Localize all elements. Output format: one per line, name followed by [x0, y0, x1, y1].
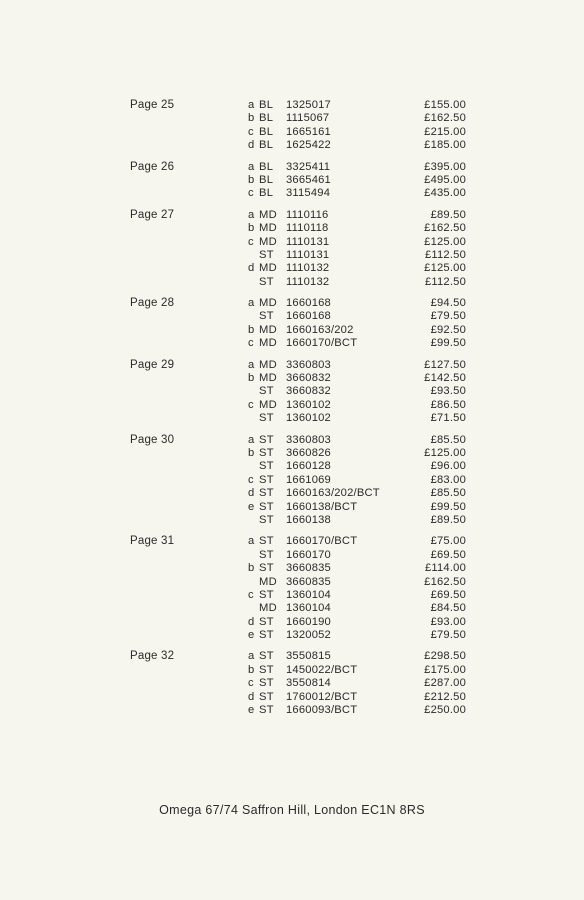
price: £69.50: [430, 588, 466, 601]
model-code: ST: [259, 460, 274, 473]
price: £162.50: [424, 575, 466, 588]
model-code: MD: [259, 222, 277, 235]
price-row: [0, 276, 584, 289]
model-code: ST: [259, 412, 274, 425]
item-letter: b: [248, 222, 255, 235]
price: £155.00: [424, 99, 466, 111]
item-letter: a: [248, 160, 255, 173]
price: £75.00: [430, 535, 466, 548]
model-code: ST: [259, 275, 274, 288]
item-letter: d: [248, 615, 255, 628]
model-code: MD: [259, 358, 277, 371]
model-code: ST: [259, 677, 274, 690]
page-label: Page 29: [130, 358, 175, 371]
model-number: 1660128: [286, 460, 331, 473]
model-code: ST: [259, 615, 274, 628]
page-group: [0, 535, 584, 642]
model-code: BL: [259, 173, 274, 186]
price-row: [0, 187, 584, 200]
model-code: ST: [259, 690, 274, 703]
model-code: ST: [259, 650, 274, 663]
price: £162.50: [424, 222, 466, 235]
price: £185.00: [424, 139, 466, 152]
price-row: [0, 474, 584, 487]
price-row: [0, 549, 584, 562]
model-number: 1660138/BCT: [286, 500, 358, 513]
price-row: [0, 174, 584, 187]
footer-address: Omega 67/74 Saffron Hill, London EC1N 8RS: [159, 803, 425, 817]
model-code: MD: [259, 337, 277, 350]
page-label: Page 30: [130, 433, 175, 446]
model-code: BL: [259, 139, 274, 152]
price-row: [0, 677, 584, 690]
price: £93.00: [430, 615, 466, 628]
price: £142.50: [424, 372, 466, 385]
model-number: 3660832: [286, 372, 331, 385]
price: £395.00: [424, 160, 466, 173]
price-row: [0, 447, 584, 460]
model-number: 1660170: [286, 548, 331, 561]
item-letter: e: [248, 500, 255, 513]
item-letter: c: [248, 677, 254, 690]
item-letter: a: [248, 358, 255, 371]
price: £86.50: [430, 398, 466, 411]
model-code: MD: [259, 575, 277, 588]
item-letter: a: [248, 208, 255, 221]
item-letter: e: [248, 629, 255, 642]
item-letter: c: [248, 235, 254, 248]
model-number: 1360104: [286, 588, 331, 601]
item-letter: b: [248, 372, 255, 385]
price-row: [0, 372, 584, 385]
model-number: 1360102: [286, 398, 331, 411]
price-row: [0, 501, 584, 514]
item-letter: d: [248, 690, 255, 703]
price: £298.50: [424, 650, 466, 663]
model-code: MD: [259, 208, 277, 221]
item-letter: b: [248, 446, 255, 459]
item-letter: a: [248, 99, 255, 111]
price-row: [0, 562, 584, 575]
price-row: [0, 99, 584, 112]
price: £99.50: [430, 337, 466, 350]
model-number: 1115067: [286, 112, 330, 125]
price: £99.50: [430, 500, 466, 513]
model-number: 1625422: [286, 139, 331, 152]
model-number: 1660138: [286, 513, 331, 526]
price-row: [0, 262, 584, 275]
page-group: [0, 99, 584, 153]
model-code: BL: [259, 112, 274, 125]
model-number: 1325017: [286, 99, 331, 111]
price: £125.00: [424, 262, 466, 275]
model-number: 3550815: [286, 650, 331, 663]
model-number: 1450022/BCT: [286, 663, 358, 676]
price: £96.00: [430, 460, 466, 473]
model-number: 3660832: [286, 385, 331, 398]
price: £79.50: [430, 310, 466, 323]
model-number: 3360803: [286, 358, 331, 371]
price: £215.00: [424, 125, 466, 138]
item-letter: c: [248, 398, 254, 411]
price-row: [0, 589, 584, 602]
price: £71.50: [430, 412, 466, 425]
price-row: [0, 535, 584, 548]
model-code: MD: [259, 323, 277, 336]
item-letter: e: [248, 704, 255, 717]
price-row: [0, 460, 584, 473]
model-code: MD: [259, 262, 277, 275]
model-number: 1320052: [286, 629, 331, 642]
price-row: [0, 359, 584, 372]
price: £212.50: [424, 690, 466, 703]
page-label: Page 25: [130, 99, 175, 111]
model-code: ST: [259, 500, 274, 513]
model-code: ST: [259, 385, 274, 398]
page-label: Page 26: [130, 160, 175, 173]
model-number: 1660168: [286, 297, 331, 310]
price: £93.50: [430, 385, 466, 398]
price-row: [0, 385, 584, 398]
item-letter: a: [248, 297, 255, 310]
price-row: [0, 616, 584, 629]
item-letter: a: [248, 535, 255, 548]
model-code: MD: [259, 602, 277, 615]
page-label: Page 32: [130, 650, 175, 663]
model-number: 1660168: [286, 310, 331, 323]
model-number: 3325411: [286, 160, 331, 173]
price-row: [0, 704, 584, 717]
price: £83.00: [430, 473, 466, 486]
model-code: ST: [259, 513, 274, 526]
model-code: BL: [259, 125, 274, 138]
model-number: 1661069: [286, 473, 331, 486]
price-row: [0, 236, 584, 249]
item-letter: c: [248, 187, 254, 200]
model-code: MD: [259, 372, 277, 385]
price: £94.50: [430, 297, 466, 310]
model-code: ST: [259, 446, 274, 459]
model-code: ST: [259, 487, 274, 500]
page-group: [0, 297, 584, 351]
price: £69.50: [430, 548, 466, 561]
price: £287.00: [424, 677, 466, 690]
model-code: ST: [259, 562, 274, 575]
model-number: 1360104: [286, 602, 331, 615]
page-label: Page 27: [130, 208, 175, 221]
price-row: [0, 297, 584, 310]
model-code: ST: [259, 433, 274, 446]
model-code: ST: [259, 588, 274, 601]
model-code: BL: [259, 99, 274, 111]
price-list: [0, 99, 584, 725]
model-code: ST: [259, 310, 274, 323]
model-number: 3665461: [286, 173, 331, 186]
price-row: [0, 324, 584, 337]
page-label: Page 28: [130, 297, 175, 310]
price-row: [0, 222, 584, 235]
item-letter: a: [248, 433, 255, 446]
page-label: Page 31: [130, 535, 175, 548]
page-group: [0, 209, 584, 289]
price-row: [0, 412, 584, 425]
item-letter: c: [248, 337, 254, 350]
model-number: 1110131: [286, 248, 330, 261]
model-code: BL: [259, 187, 274, 200]
price-row: [0, 434, 584, 447]
model-number: 3660835: [286, 575, 331, 588]
price: £127.50: [424, 358, 466, 371]
price-row: [0, 691, 584, 704]
model-number: 1110132: [286, 275, 330, 288]
model-code: MD: [259, 398, 277, 411]
page-group: [0, 650, 584, 717]
model-number: 1110116: [286, 208, 329, 221]
price-row: [0, 139, 584, 152]
model-code: ST: [259, 548, 274, 561]
model-code: ST: [259, 629, 274, 642]
model-code: MD: [259, 297, 277, 310]
price-row: [0, 399, 584, 412]
price-row: [0, 112, 584, 125]
model-number: 3660835: [286, 562, 331, 575]
price: £89.50: [430, 208, 466, 221]
price: £92.50: [430, 323, 466, 336]
price-row: [0, 629, 584, 642]
model-number: 3660826: [286, 446, 331, 459]
item-letter: c: [248, 125, 254, 138]
price: £175.00: [424, 663, 466, 676]
model-number: 3360803: [286, 433, 331, 446]
price: £85.50: [430, 487, 466, 500]
price-row: [0, 126, 584, 139]
price-row: [0, 337, 584, 350]
price: £79.50: [430, 629, 466, 642]
price: £162.50: [424, 112, 466, 125]
price-row: [0, 650, 584, 663]
price: £112.50: [424, 275, 466, 288]
price: £125.00: [424, 235, 466, 248]
model-code: ST: [259, 663, 274, 676]
price: £112.50: [424, 248, 466, 261]
price-row: [0, 310, 584, 323]
model-number: 1110132: [286, 262, 330, 275]
price: £85.50: [430, 433, 466, 446]
item-letter: a: [248, 650, 255, 663]
model-number: 1665161: [286, 125, 331, 138]
model-number: 1110131: [286, 235, 330, 248]
page-group: [0, 161, 584, 201]
item-letter: c: [248, 588, 254, 601]
item-letter: b: [248, 663, 255, 676]
model-code: MD: [259, 235, 277, 248]
price-row: [0, 487, 584, 500]
model-code: BL: [259, 160, 274, 173]
price-row: [0, 249, 584, 262]
page-group: [0, 359, 584, 426]
price: £125.00: [424, 446, 466, 459]
model-number: 3550814: [286, 677, 331, 690]
price-row: [0, 161, 584, 174]
model-code: ST: [259, 473, 274, 486]
model-code: ST: [259, 535, 274, 548]
item-letter: b: [248, 323, 255, 336]
item-letter: b: [248, 562, 255, 575]
item-letter: c: [248, 473, 254, 486]
item-letter: d: [248, 262, 255, 275]
price: £495.00: [424, 173, 466, 186]
model-number: 1760012/BCT: [286, 690, 358, 703]
item-letter: b: [248, 112, 255, 125]
model-number: 1660163/202: [286, 323, 354, 336]
model-code: ST: [259, 248, 274, 261]
model-number: 1660163/202/BCT: [286, 487, 380, 500]
price: £89.50: [430, 513, 466, 526]
model-number: 1660170/BCT: [286, 337, 358, 350]
price-row: [0, 664, 584, 677]
model-number: 1110118: [286, 222, 329, 235]
model-code: ST: [259, 704, 274, 717]
price: £114.00: [424, 562, 466, 575]
model-number: 1660093/BCT: [286, 704, 358, 717]
model-number: 1360102: [286, 412, 331, 425]
model-number: 3115494: [286, 187, 331, 200]
price: £84.50: [430, 602, 466, 615]
price-row: [0, 209, 584, 222]
price-row: [0, 576, 584, 589]
item-letter: d: [248, 487, 255, 500]
price: £435.00: [424, 187, 466, 200]
page-group: [0, 434, 584, 528]
item-letter: b: [248, 173, 255, 186]
model-number: 1660170/BCT: [286, 535, 358, 548]
item-letter: d: [248, 139, 255, 152]
price-row: [0, 514, 584, 527]
model-number: 1660190: [286, 615, 331, 628]
price-row: [0, 602, 584, 615]
price: £250.00: [424, 704, 466, 717]
